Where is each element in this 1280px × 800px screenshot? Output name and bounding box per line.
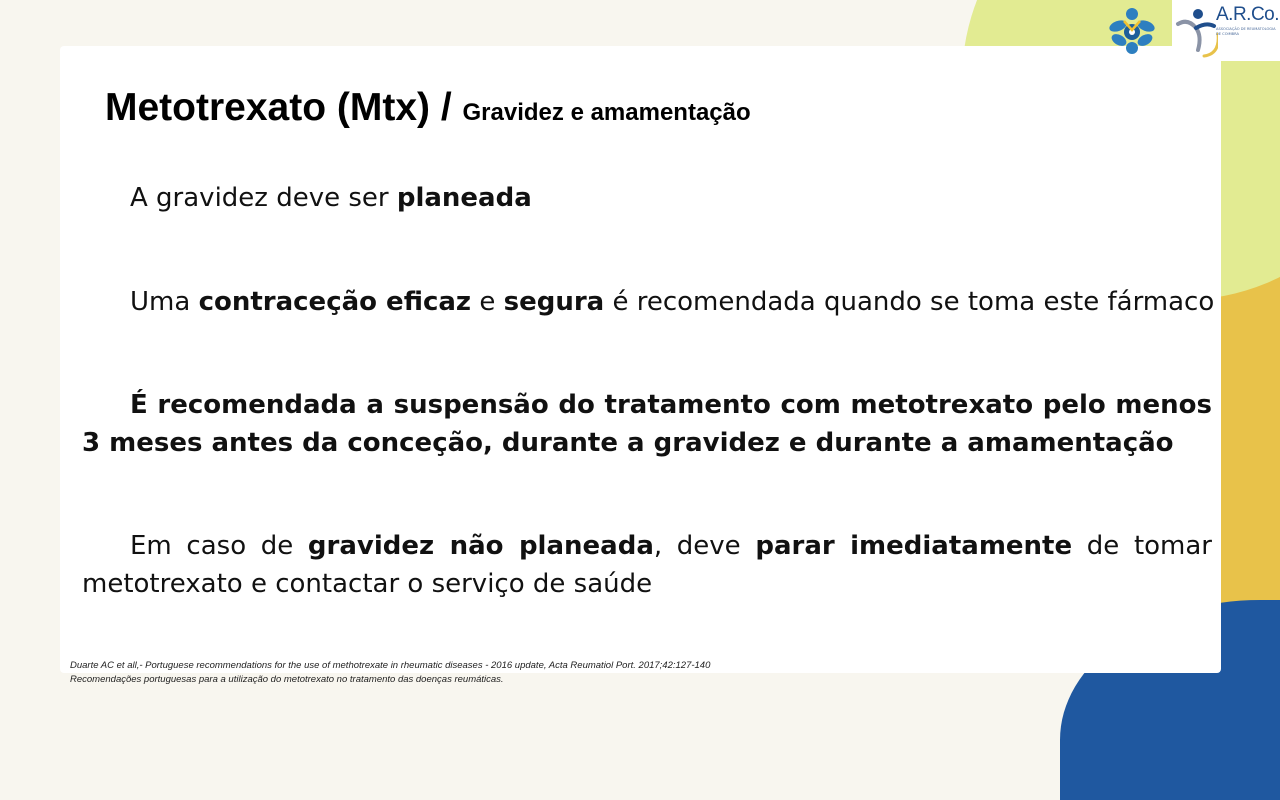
arco-logo	[1172, 0, 1280, 61]
p1-text: A gravidez deve ser	[130, 183, 397, 213]
p2-text-2: e	[471, 287, 504, 317]
p4-bold-2: parar imediatamente	[755, 531, 1073, 561]
reference-line-1: Duarte AC et all,- Portuguese recommendations for the use of methotrexate in rheumatic diseases - 2016 update, Acta Reumatiol Port. 2017;42:127-140	[70, 660, 711, 671]
people-circle-logo-icon	[1104, 4, 1160, 56]
paragraph-unplanned-pregnancy	[82, 527, 1212, 603]
arco-subtitle: ASSOCIAÇÃO DE REUMATOLOGIA DE COIMBRA	[1216, 27, 1276, 36]
references	[70, 659, 710, 687]
reference-line-2: Recomendações portuguesas para a utilização do metotrexato no tratamento das doenças reumáticas.	[70, 674, 504, 685]
p2-text-3: é recomendada quando se toma este fármaco	[604, 287, 1215, 317]
title-subtitle: Gravidez e amamentação	[462, 99, 751, 126]
paragraph-planned-pregnancy	[130, 179, 532, 217]
title-main: Metotrexato (Mtx) /	[105, 86, 463, 129]
slide-title	[105, 86, 751, 130]
p4-bold-1: gravidez não planeada	[307, 531, 654, 561]
p4-text-3: de tomar metotrexato e contactar o serviço de saúde	[82, 531, 1212, 599]
p2-text-1: Uma	[130, 287, 199, 317]
p2-bold-1: contraceção eficaz	[198, 287, 472, 317]
arco-figure-icon	[1174, 4, 1218, 58]
p2-bold-2: segura	[503, 287, 605, 317]
paragraph-suspension: É recomendada a suspensão do tratamento com metotrexato pelo menos 3 meses antes da conceção, durante a gravidez e durante a amamentação	[82, 390, 1212, 458]
arco-name: A.R.Co.	[1216, 4, 1280, 25]
p4-text-1: Em caso de	[130, 531, 308, 561]
paragraph-contraception	[130, 283, 1214, 321]
p1-bold: planeada	[396, 183, 532, 213]
p4-text-2: , deve	[653, 531, 756, 561]
